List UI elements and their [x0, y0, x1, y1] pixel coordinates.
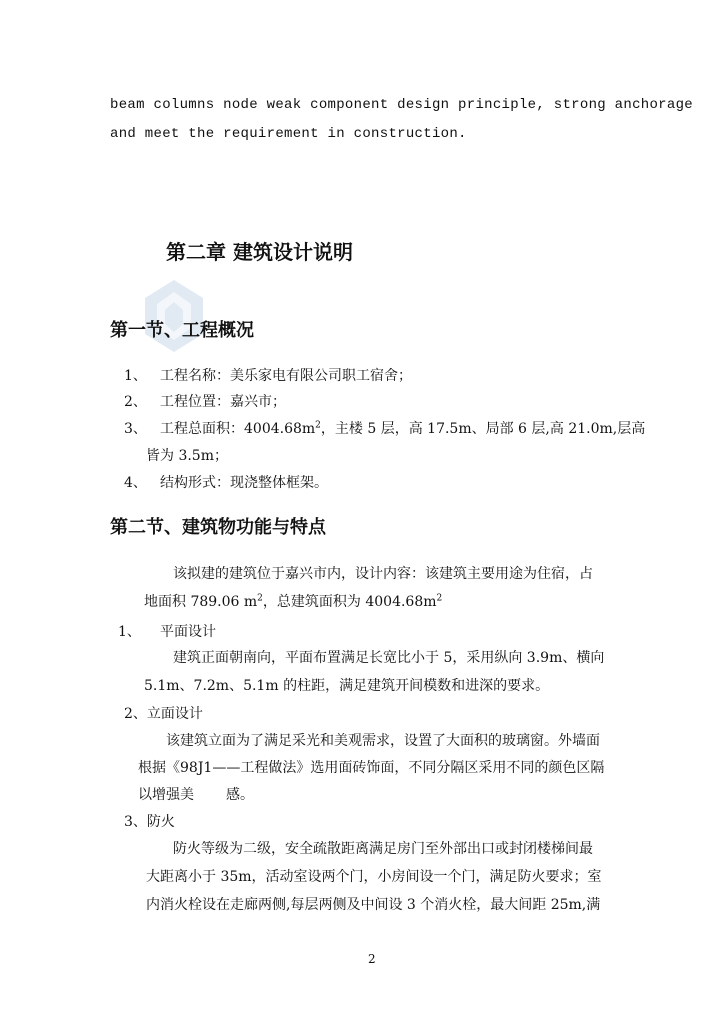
item-3-text: 工程总面积：$4004.68m^2$，主楼 5 层，高 17.5m、局部 6 层,高 21.0m,层高	[160, 420, 646, 437]
page-number: 2	[368, 952, 376, 966]
english-line-2: and meet the requirement in construction.	[110, 126, 467, 142]
sub-2-line-3: 以增强美 感。	[138, 787, 254, 803]
sub-1-line-2: 5.1m、7.2m、5.1m 的柱距，满足建筑开间模数和进深的要求。	[144, 678, 550, 694]
item-2-text: 工程位置：嘉兴市；	[160, 394, 286, 410]
item-3-number: 3、	[124, 421, 147, 437]
section-2-intro-line-2: 地面积 789.06 $m^2$，总建筑面积为 $4004.68m^2$	[144, 593, 443, 610]
item-4-number: 4、	[124, 475, 147, 491]
section-2-title: 第二节、建筑物功能与特点	[110, 517, 326, 538]
section-1-title: 第一节、工程概况	[110, 320, 254, 341]
sub-2-heading: 2、立面设计	[124, 706, 203, 722]
item-1-number: 1、	[124, 368, 147, 384]
sub-1-number: 1、	[118, 624, 141, 640]
item-3-continuation: 皆为 3.5m；	[146, 448, 228, 464]
sub-1-line-1: 建筑正面朝南向，平面布置满足长宽比小于 5，采用纵向 3.9m、横向	[173, 650, 605, 666]
item-2-number: 2、	[124, 394, 147, 410]
item-1-text: 工程名称：美乐家电有限公司职工宿舍；	[160, 368, 412, 384]
sub-3-line-1: 防火等级为二级，安全疏散距离满足房门至外部出口或封闭楼梯间最	[173, 841, 593, 857]
section-2-intro-line-1: 该拟建的建筑位于嘉兴市内，设计内容：该建筑主要用途为住宿，占	[173, 566, 593, 582]
chapter-title: 第二章 建筑设计说明	[166, 240, 353, 264]
item-4-text: 结构形式：现浇整体框架。	[160, 475, 328, 491]
english-line-1: beam columns node weak component design principle, strong anchorage	[110, 97, 693, 113]
sub-3-line-2: 大距离小于 35m，活动室设两个门，小房间设一个门，满足防火要求；室	[146, 869, 602, 885]
sub-3-line-3: 内消火栓设在走廊两侧,每层两侧及中间设 3 个消火栓，最大间距 25m,满	[146, 897, 601, 913]
sub-3-heading: 3、防火	[124, 814, 175, 830]
sub-2-line-2: 根据《98J1——工程做法》选用面砖饰面，不同分隔区采用不同的颜色区隔	[138, 760, 605, 776]
sub-1-heading: 平面设计	[160, 624, 216, 640]
sub-2-line-1: 该建筑立面为了满足采光和美观需求，设置了大面积的玻璃窗。外墙面	[166, 733, 600, 749]
